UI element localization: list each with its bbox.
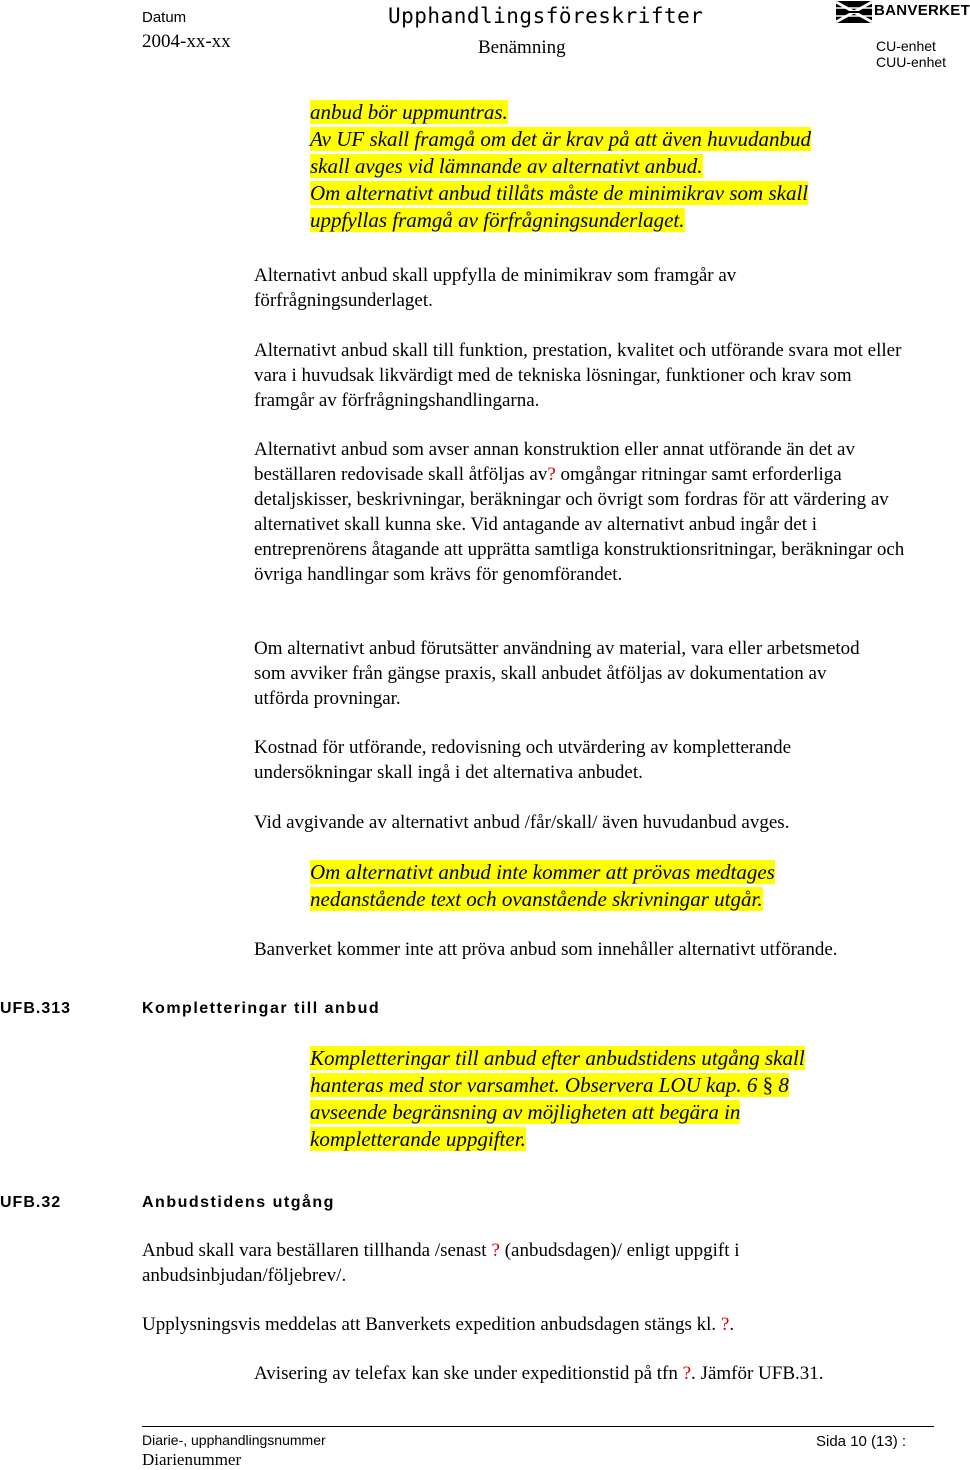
paragraph-anbud-tillhanda [142,1238,922,1288]
placeholder-mark: ? [682,1363,692,1384]
datum-value: 2004-xx-xx [142,31,231,52]
datum-label: Datum [142,9,187,26]
benamning-field: Benämning [478,37,566,58]
cuu-enhet: CUU-enhet [876,54,947,70]
guidance-line: Om alternativt anbud inte kommer att prövas medtages [310,860,775,884]
paragraph-minimikrav: Alternativt anbud skall uppfylla de minimikrav som framgår av förfrågningsunderlaget. [254,265,737,311]
guidance-block-313 [310,1045,930,1153]
document-title: Upphandlingsföreskrifter [388,4,704,28]
placeholder-mark: ? [491,1240,500,1261]
cu-enhet: CU-enhet [876,38,936,54]
banverket-logo-icon [836,1,872,23]
page-number: Sida 10 (13) : [816,1433,907,1450]
guidance-line: Kompletteringar till anbud efter anbudstidens utgång skall [310,1046,805,1070]
banverket-logo [836,0,970,24]
paragraph-kostnad: Kostnad för utförande, redovisning och utvärdering av kompletterande undersökningar skall ingå i det alternativa anbudet. [254,737,792,783]
footer-rule [142,1426,934,1427]
guidance-block-1 [310,99,930,234]
footer-diarie-label: Diarie-, upphandlingsnummer [142,1432,326,1448]
section-title-32: Anbudstidens utgång [142,1194,335,1211]
guidance-line: nedanstående text och ovanstående skrivningar utgår. [310,887,763,911]
section-number-313: UFB.313 [0,1000,72,1017]
placeholder-mark: ? [720,1314,730,1335]
guidance-block-2 [310,859,930,913]
paragraph-ref: 8 [778,1073,789,1097]
text-line: anbudsinbjudan/följebrev/. [142,1265,347,1286]
section-title-313: Kompletteringar till anbud [142,1000,381,1017]
paragraph-sign: § [762,1073,774,1097]
footer-diarie-value: Diarienummer [142,1450,242,1469]
placeholder-mark: ? [547,464,556,485]
paragraph-provning: Banverket kommer inte att pröva anbud som innehåller alternativt utförande. [254,939,838,960]
paragraph-huvudanbud: Vid avgivande av alternativt anbud /får/skall/ även huvudanbud avges. [254,812,790,833]
guidance-line: Om alternativt anbud tillåts måste de minimikrav som skall [310,181,809,205]
paragraph-annan-konstruktion: Alternativt anbud som avser annan konstruktion eller annat utförande än det av beställaren redovisade skall åtföljas av? omgångar ritningar samt erforderliga detaljskisser, beskrivningar, beräkningar och övrigt som fordras för att värdering av alternativet skall kunna ske. Vid antagande av alternativt anbud ingår det i entreprenörens åtagande att upprätta samtliga konstruktionsritningar, beräkningar och övriga handlingar som krävs för genomförandet. [254,439,905,585]
guidance-line: avseende begränsning av möjligheten att begära in [310,1100,741,1124]
paragraph-expedition: Upplysningsvis meddelas att Banverkets expedition anbudsdagen stängs kl. ?. [142,1314,735,1335]
guidance-line: kompletterande uppgifter. [310,1127,526,1151]
banverket-logo-text: BANVERKET [874,2,970,19]
section-number-32: UFB.32 [0,1194,62,1211]
guidance-line: uppfyllas framgå av förfrågningsunderlaget. [310,208,685,232]
paragraph-telefax: Avisering av telefax kan ske under expeditionstid på tfn ?. Jämför UFB.31. [254,1363,824,1384]
guidance-line: Av UF skall framgå om det är krav på att även huvudanbud [310,127,812,151]
guidance-line: anbud bör uppmuntras. [310,100,508,124]
paragraph-funktion: Alternativt anbud skall till funktion, prestation, kvalitet och utförande svara mot eller vara i huvudsak likvärdigt med de tekniska lösningar, funktioner och krav som framgår av förfrågningshandlingarna. [254,340,902,411]
guidance-line: hanteras med stor varsamhet. Observera LOU kap. 6 § 8 [310,1073,789,1097]
paragraph-material: Om alternativt anbud förutsätter användning av material, vara eller arbetsmetod som avviker från gängse praxis, skall anbudet åtföljas av dokumentation av utförda provningar. [254,638,860,709]
text-line: Anbud skall vara beställaren tillhanda /senast ? (anbudsdagen)/ enligt uppgift i [142,1240,740,1261]
guidance-line: skall avges vid lämnande av alternativt anbud. [310,154,703,178]
